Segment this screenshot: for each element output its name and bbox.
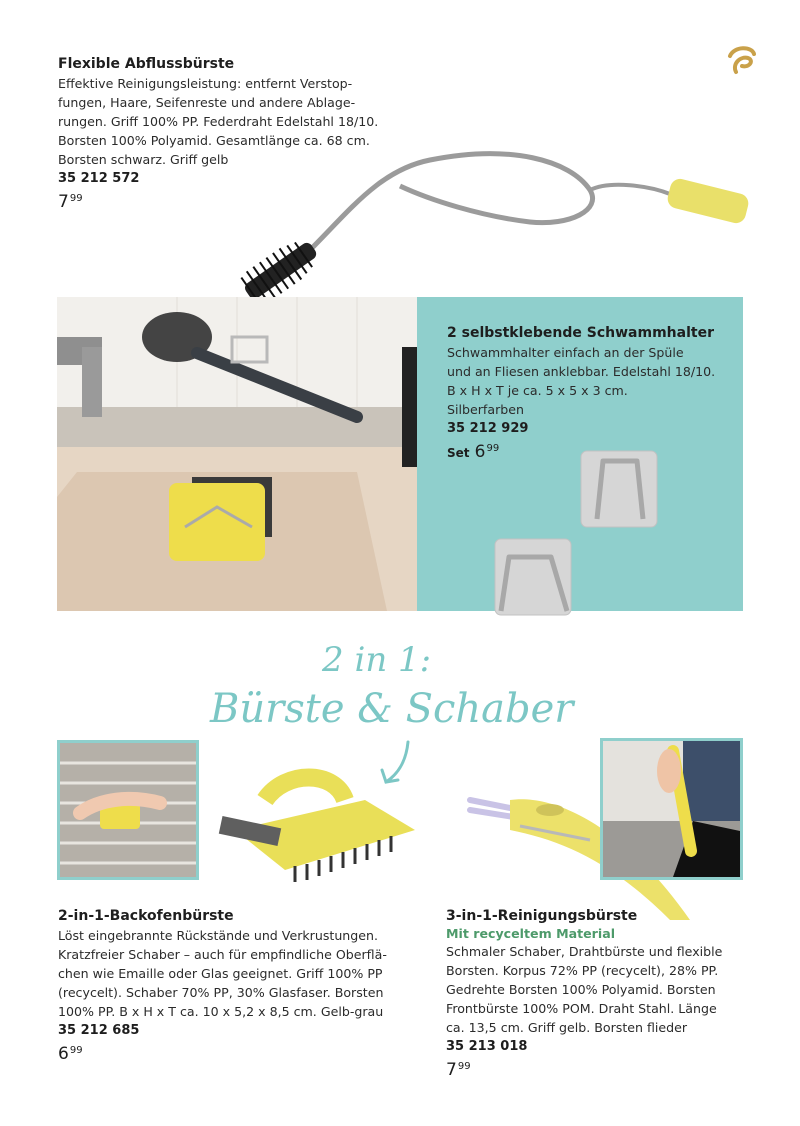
drain-brush-title: Flexible Abflussbürste [58,56,235,72]
sponge-holder-image-1 [577,447,661,531]
description-line: (recycelt). Schaber 70% PP, 30% Glasfaser. Borsten [58,985,384,1000]
price-cents: 99 [486,443,500,454]
price-main: 6 [474,442,486,462]
price-main: 7 [446,1060,457,1080]
description-line: Borsten. Korpus 72% PP (recycelt), 28% PP. [446,963,719,978]
price-prefix: Set [447,446,470,460]
description-line: Effektive Reinigungsleistung: entfernt Verstop- [58,76,353,91]
description-line: und an Fliesen anklebbar. Edelstahl 18/10. [447,364,716,379]
brand-logo-icon [724,42,760,78]
description-line: rungen. Griff 100% PP. Federdraht Edelstahl 18/10. [58,114,379,129]
headline-line-2: Bürste & Schaber [210,686,574,732]
oven-brush-article-number: 35 212 685 [58,1023,140,1038]
cleaning-brush-article-number: 35 213 018 [446,1039,528,1054]
price-main: 7 [58,192,69,212]
cleaning-brush-block [446,908,766,1080]
price-cents: 99 [69,193,83,204]
description-line: Löst eingebrannte Rückstände und Verkrustungen. [58,928,379,943]
description-line: chen wie Emaille oder Glas geeignet. Griff 100% PP [58,966,383,981]
drain-brush-article-number: 35 212 572 [58,171,140,186]
cleaning-brush-subtitle: Mit recyceltem Material [446,926,616,941]
cleaning-brush-description [446,942,766,1037]
sponge-holder-article-number: 35 212 929 [447,421,529,436]
description-line: Schwammhalter einfach an der Spüle [447,345,684,360]
drain-brush-image [230,130,760,310]
headline-line-1: 2 in 1: [322,640,432,680]
description-line: Silberfarben [447,402,524,417]
description-line: Gedrehte Borsten 100% Polyamid. Borsten [446,982,716,997]
sponge-holder-title: 2 selbstklebende Schwammhalter [447,325,714,341]
price-cents: 99 [457,1061,471,1072]
price-main: 6 [58,1044,69,1064]
description-line: 100% PP. B x H x T ca. 10 x 5,2 x 8,5 cm. Gelb-grau [58,1004,384,1019]
price-cents: 99 [69,1045,83,1056]
description-line: Kratzfreier Schaber – auch für empfindliche Oberflä- [58,947,387,962]
description-line: fungen, Haare, Seifenreste und andere Ablage- [58,95,356,110]
cleaning-brush-price [446,1060,766,1080]
oven-brush-block [58,908,428,1064]
description-line: Schmaler Schaber, Drahtbürste und flexible [446,944,723,959]
oven-brush-title: 2-in-1-Backofenbürste [58,908,234,924]
description-line: B x H x T je ca. 5 x 5 x 3 cm. [447,383,628,398]
sponge-holder-image-2 [491,535,577,621]
sponge-holder-text-block [447,325,739,462]
cleaning-brush-title: 3-in-1-Reinigungsbürste [446,908,638,924]
sink-photo [57,297,417,611]
oven-grate-photo [57,740,199,880]
sponge-holder-panel [417,297,743,611]
sponge-holder-description [447,343,739,419]
cleaning-brush-photo [600,738,743,880]
description-line: Borsten schwarz. Griff gelb [58,152,229,167]
description-line: Borsten 100% Polyamid. Gesamtlänge ca. 68 cm. [58,133,370,148]
oven-brush-image [215,760,415,890]
oven-brush-description [58,926,428,1021]
oven-brush-price [58,1044,428,1064]
description-line: ca. 13,5 cm. Griff gelb. Borsten flieder [446,1020,688,1035]
description-line: Frontbürste 100% POM. Draht Stahl. Länge [446,1001,717,1016]
